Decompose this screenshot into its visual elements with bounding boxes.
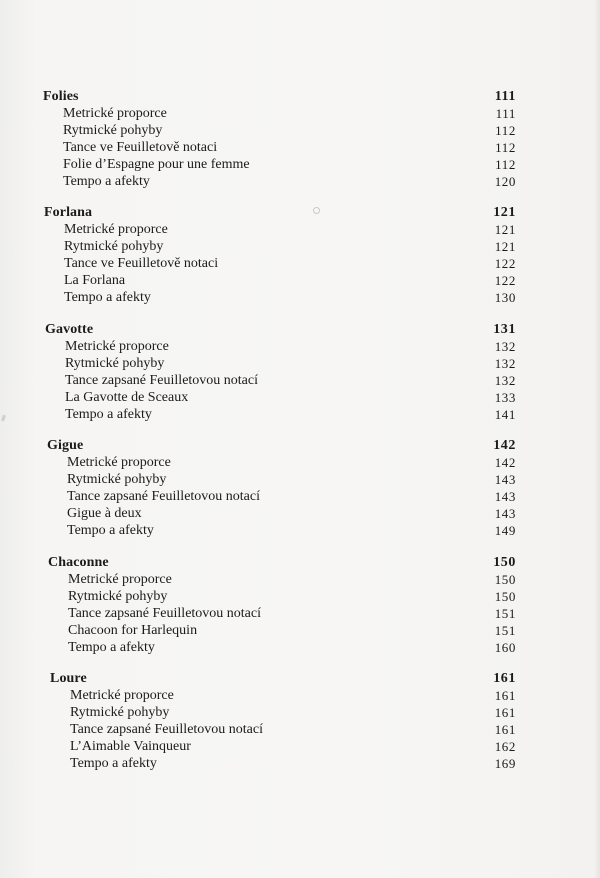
- toc-entry: [0, 639, 600, 656]
- toc-entry: [0, 355, 600, 372]
- toc-section-header: [0, 88, 600, 105]
- toc-entry: [0, 173, 600, 190]
- entry-page-number: 169: [494, 756, 516, 771]
- section-title: Forlana: [44, 205, 93, 220]
- toc-section-header: [0, 554, 600, 571]
- toc-entry: [0, 255, 600, 272]
- entry-label: L’Aimable Vainqueur: [70, 739, 191, 754]
- entry-page-number: 111: [495, 106, 516, 121]
- section-title: Gigue: [47, 438, 84, 453]
- toc-entry: [0, 721, 600, 738]
- entry-label: Metrické proporce: [70, 688, 174, 703]
- section-title: Loure: [50, 671, 87, 686]
- entry-page-number: 133: [494, 390, 516, 405]
- entry-page-number: 161: [494, 722, 516, 737]
- toc-section-folies: [0, 88, 600, 190]
- entry-page-number: 130: [494, 290, 516, 305]
- toc-section-header: [0, 437, 600, 454]
- entry-page-number: 142: [494, 455, 516, 470]
- section-title: Chaconne: [48, 555, 109, 570]
- toc-entry: [0, 571, 600, 588]
- toc-entry: [0, 238, 600, 255]
- toc-entry: [0, 122, 600, 139]
- toc-entry: [0, 471, 600, 488]
- toc-entry: [0, 139, 600, 156]
- toc-entry: [0, 454, 600, 471]
- entry-page-number: 112: [495, 123, 516, 138]
- toc-section-chaconne: [0, 554, 600, 656]
- toc-section-header: [0, 204, 600, 221]
- toc-entry: [0, 687, 600, 704]
- entry-page-number: 150: [494, 589, 516, 604]
- entry-label: Metrické proporce: [63, 106, 167, 121]
- entry-label: La Forlana: [64, 273, 126, 288]
- entry-page-number: 143: [494, 506, 516, 521]
- toc-entry: [0, 488, 600, 505]
- entry-label: Rytmické pohyby: [70, 705, 170, 720]
- toc-entry: [0, 105, 600, 122]
- section-page-number: 121: [493, 205, 516, 220]
- toc-entry: [0, 272, 600, 289]
- entry-label: Tance zapsané Feuilletovou notací: [68, 606, 261, 621]
- entry-page-number: 132: [494, 373, 516, 388]
- section-page-number: 142: [493, 438, 516, 453]
- section-title: Gavotte: [45, 322, 94, 337]
- section-title: Folies: [43, 89, 79, 104]
- entry-page-number: 132: [494, 339, 516, 354]
- entry-label: Tempo a afekty: [63, 174, 150, 189]
- entry-label: Tempo a afekty: [65, 407, 152, 422]
- entry-page-number: 151: [494, 623, 516, 638]
- entry-page-number: 121: [494, 222, 516, 237]
- entry-page-number: 112: [495, 140, 516, 155]
- entry-label: Tempo a afekty: [67, 523, 154, 538]
- entry-label: Metrické proporce: [68, 572, 172, 587]
- toc-entry: [0, 389, 600, 406]
- toc-section-gigue: [0, 437, 600, 539]
- toc-entry: [0, 221, 600, 238]
- entry-page-number: 162: [494, 739, 516, 754]
- entry-page-number: 161: [494, 705, 516, 720]
- section-page-number: 111: [494, 89, 516, 104]
- entry-label: Tempo a afekty: [64, 290, 151, 305]
- entry-label: Rytmické pohyby: [67, 472, 167, 487]
- entry-page-number: 150: [494, 572, 516, 587]
- entry-label: Tance ve Feuilletově notaci: [64, 256, 219, 271]
- entry-label: Tance ve Feuilletově notaci: [63, 140, 218, 155]
- toc-entry: [0, 338, 600, 355]
- toc-entry: [0, 522, 600, 539]
- entry-label: Rytmické pohyby: [68, 589, 168, 604]
- entry-label: Tance zapsané Feuilletovou notací: [65, 373, 258, 388]
- section-page-number: 131: [493, 322, 516, 337]
- toc-section-loure: [0, 670, 600, 772]
- toc-entry: [0, 372, 600, 389]
- entry-label: Rytmické pohyby: [65, 356, 165, 371]
- entry-label: Tance zapsané Feuilletovou notací: [70, 722, 263, 737]
- entry-label: Metrické proporce: [65, 339, 169, 354]
- toc-entry: [0, 605, 600, 622]
- toc-entry: [0, 622, 600, 639]
- toc-entry: [0, 505, 600, 522]
- entry-label: La Gavotte de Sceaux: [65, 390, 189, 405]
- entry-page-number: 121: [494, 239, 516, 254]
- toc-entry: [0, 406, 600, 423]
- entry-page-number: 122: [494, 273, 516, 288]
- entry-label: Chacoon for Harlequin: [68, 623, 198, 638]
- toc-section-gavotte: [0, 321, 600, 423]
- entry-page-number: 160: [494, 640, 516, 655]
- entry-label: Tempo a afekty: [70, 756, 157, 771]
- toc-entry: [0, 738, 600, 755]
- toc-entry: [0, 588, 600, 605]
- entry-page-number: 112: [495, 157, 516, 172]
- entry-label: Gigue à deux: [67, 506, 142, 521]
- toc-entry: [0, 156, 600, 173]
- entry-label: Metrické proporce: [64, 222, 168, 237]
- entry-page-number: 132: [494, 356, 516, 371]
- toc-entry: [0, 704, 600, 721]
- entry-label: Rytmické pohyby: [63, 123, 163, 138]
- entry-page-number: 149: [494, 523, 516, 538]
- entry-label: Rytmické pohyby: [64, 239, 164, 254]
- entry-label: Folie d’Espagne pour une femme: [63, 157, 250, 172]
- entry-page-number: 120: [494, 174, 516, 189]
- entry-page-number: 143: [494, 472, 516, 487]
- toc-section-header: [0, 321, 600, 338]
- toc-section-forlana: [0, 204, 600, 306]
- section-page-number: 161: [493, 671, 516, 686]
- section-page-number: 150: [493, 555, 516, 570]
- toc-entry: [0, 289, 600, 306]
- entry-label: Tempo a afekty: [68, 640, 155, 655]
- entry-page-number: 143: [494, 489, 516, 504]
- entry-page-number: 141: [494, 407, 516, 422]
- toc-entry: [0, 755, 600, 772]
- entry-label: Tance zapsané Feuilletovou notací: [67, 489, 260, 504]
- entry-page-number: 122: [494, 256, 516, 271]
- entry-page-number: 161: [494, 688, 516, 703]
- toc-section-header: [0, 670, 600, 687]
- entry-page-number: 151: [494, 606, 516, 621]
- entry-label: Metrické proporce: [67, 455, 171, 470]
